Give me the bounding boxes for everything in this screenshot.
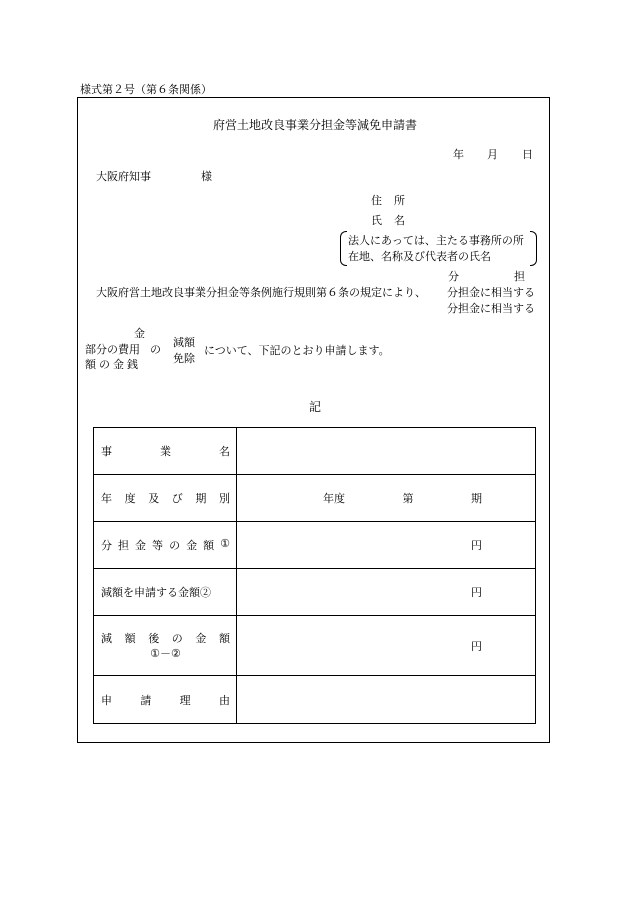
amount-label — [94, 522, 237, 569]
date-month: 月 — [487, 148, 498, 161]
document-title: 府営土地改良事業分担金等減免申請書 — [212, 118, 417, 132]
year-period-char: 別 — [218, 492, 230, 505]
detail-table — [93, 427, 536, 724]
table-row-reduction — [94, 569, 536, 616]
option-burden-char2: 担 — [514, 270, 525, 283]
date-day: 日 — [522, 148, 533, 161]
amount-char: 額 — [203, 539, 215, 552]
project-name-char: 事 — [101, 445, 112, 458]
reason-label — [94, 676, 237, 724]
year-period-value[interactable] — [237, 475, 536, 522]
reduction-label: 減額を申請する金額② — [94, 569, 237, 616]
address-label: 住所 — [371, 194, 417, 207]
form-number-label: 様式第２号（第６条関係） — [80, 83, 212, 96]
table-row-after — [94, 616, 536, 676]
reason-char: 申 — [101, 693, 112, 707]
after-char: 金 — [195, 631, 207, 645]
table-row-project — [94, 428, 536, 475]
amount-char: 担 — [118, 539, 130, 552]
body-text-line2: について、下記のとおり申請します。 — [204, 344, 390, 357]
yen-unit: 円 — [471, 539, 482, 552]
after-char: の — [171, 631, 183, 645]
reason-char: 由 — [218, 693, 230, 707]
after-label — [94, 616, 237, 676]
amount-char: 金 — [135, 539, 147, 552]
year-period-char: 期 — [195, 492, 207, 505]
year-period-char: び — [171, 492, 183, 505]
option-money: 額の金銭 — [85, 358, 141, 371]
amount-value[interactable] — [237, 522, 536, 569]
option-share-2: 分担金に相当する — [447, 302, 535, 315]
addressee-suffix: 様 — [201, 170, 212, 183]
addressee-name: 大阪府知事 — [96, 170, 151, 183]
project-name-value[interactable] — [237, 428, 536, 475]
amount-char: の — [169, 539, 181, 552]
after-char: 額 — [218, 631, 230, 645]
option-burden-char1: 分 — [448, 270, 459, 283]
ki-heading: 記 — [308, 400, 321, 414]
period-unit-dai: 第 — [402, 492, 414, 505]
year-period-char: 及 — [148, 492, 160, 505]
year-period-char: 年 — [101, 492, 112, 505]
option-share-1: 分担金に相当する — [447, 286, 535, 299]
right-bracket — [530, 231, 537, 266]
amount-char: ① — [220, 537, 230, 550]
amount-char: 分 — [101, 539, 112, 552]
option-reduction: 減額 — [173, 336, 195, 349]
after-formula: ①－② — [150, 646, 181, 660]
after-value[interactable] — [237, 616, 536, 676]
table-row-reason — [94, 676, 536, 724]
project-name-char: 名 — [219, 445, 230, 458]
after-char: 減 — [101, 631, 112, 645]
amount-char: 等 — [152, 539, 164, 552]
reduction-value[interactable] — [237, 569, 536, 616]
yen-unit: 円 — [471, 639, 482, 653]
corporation-note — [340, 231, 537, 266]
after-char: 額 — [124, 631, 136, 645]
particle-no: の — [150, 343, 161, 356]
left-bracket — [340, 231, 347, 266]
project-name-char: 業 — [160, 445, 171, 458]
year-unit: 年度 — [323, 492, 345, 505]
reason-char: 請 — [140, 693, 152, 707]
option-money-char: 金 — [134, 327, 145, 340]
amount-char: 金 — [186, 539, 198, 552]
name-label: 氏名 — [371, 214, 417, 227]
reason-value[interactable] — [237, 676, 536, 724]
year-period-label — [94, 475, 237, 522]
option-exemption: 免除 — [173, 352, 195, 365]
reason-char: 理 — [179, 693, 191, 707]
period-unit-ki: 期 — [471, 492, 482, 505]
yen-unit: 円 — [471, 586, 482, 599]
corporation-note-line1: 法人にあっては、主たる事務所の所 — [348, 234, 524, 247]
project-name-label — [94, 428, 237, 475]
date-year: 年 — [453, 148, 464, 161]
option-cost: 部分の費用 — [85, 343, 140, 356]
year-period-char: 度 — [124, 492, 136, 505]
after-char: 後 — [148, 631, 160, 645]
corporation-note-line2: 在地、名称及び代表者の氏名 — [348, 250, 491, 263]
body-text-line1: 大阪府営土地改良事業分担金等条例施行規則第６条の規定により、 — [96, 286, 426, 299]
table-row-year-period — [94, 475, 536, 522]
table-row-amount — [94, 522, 536, 569]
